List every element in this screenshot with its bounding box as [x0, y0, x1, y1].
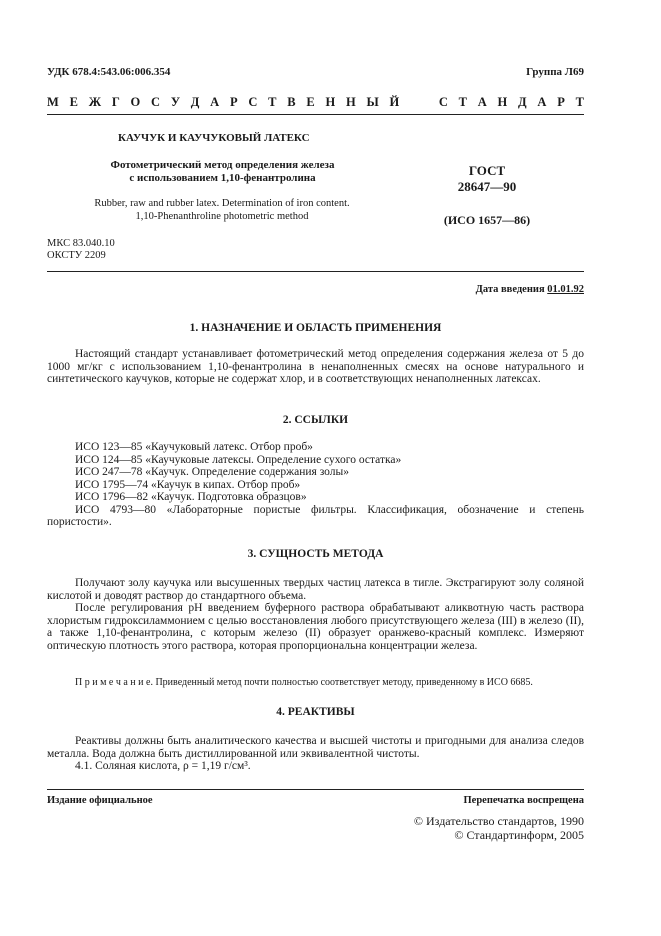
banner-letter: Н — [346, 95, 356, 109]
group-code: Группа Л69 — [526, 66, 584, 78]
section-3-paragraph-2: После регулирования pH введением буферного раствора обрабатывают аликвотную часть раствора хлористым гидроксиламмонием с целью восстановления любого присутствующего железа (III) в железо (II), а также 1,10-фенантролина, с которым железо (II) образует оранжево-красный комплекс. Измеряют оптическую плотность этого раствора, которая пропорциональна концентрации железа. — [47, 602, 584, 652]
banner-letter: Е — [306, 95, 315, 109]
iso-reference: (ИСО 1657—86) — [443, 213, 531, 227]
mks-code: МКС 83.040.10 — [47, 238, 115, 249]
section-3-note — [75, 677, 533, 688]
english-title-line-2: 1,10-Phenanthroline photometric method — [135, 211, 309, 222]
section-4-paragraph-2: 4.1. Соляная кислота, ρ = 1,19 г/см³. — [75, 760, 251, 772]
subtitle-line-1: Фотометрический метод определения железа — [110, 159, 335, 171]
reference-item: ИСО 124—85 «Каучуковые латексы. Определение сухого остатка» — [75, 453, 402, 466]
banner-letter: Г — [111, 95, 120, 109]
banner-letter: Н — [497, 95, 508, 109]
banner-letter: Т — [575, 95, 584, 109]
copyright-line-1: © Издательство стандартов, 1990 — [413, 814, 584, 828]
banner-letter: Д — [518, 95, 527, 109]
banner-letter: Т — [268, 95, 277, 109]
english-title-line-1: Rubber, raw and rubber latex. Determination of iron content. — [94, 198, 350, 209]
official-edition-label: Издание официальное — [47, 795, 153, 806]
banner-letter: У — [170, 95, 181, 109]
section-4-text — [47, 735, 584, 773]
banner-letter: Ж — [88, 95, 102, 109]
banner-letter: Ы — [366, 95, 379, 109]
reference-item: ИСО 4793—80 «Лабораторные пористые фильтры. Классификация, обозначение и степень пористости». — [47, 503, 584, 528]
note-label: П р и м е ч а н и е. — [75, 677, 153, 688]
banner-letter: О — [130, 95, 141, 109]
reference-item: ИСО 123—85 «Каучуковый латекс. Отбор проб» — [75, 441, 313, 453]
banner-letter: Т — [458, 95, 467, 109]
banner-letter: Н — [325, 95, 336, 109]
introduction-date — [476, 284, 584, 295]
note-text: Приведенный метод почти полностью соответствует методу, приведенному в ИСО 6685. — [155, 677, 533, 688]
introduction-date-value: 01.01.92 — [547, 284, 584, 295]
interstate-standard-banner — [47, 95, 584, 110]
banner-letter: С — [151, 95, 161, 109]
udk-code: УДК 678.4:543.06:006.354 — [47, 66, 171, 78]
banner-letter: А — [210, 95, 220, 109]
banner-word-gap — [410, 95, 428, 110]
banner-letter: С — [248, 95, 258, 109]
section-3-title: 3. СУЩНОСТЬ МЕТОДА — [247, 548, 384, 560]
banner-letter: В — [287, 95, 296, 109]
section-1-text — [47, 348, 584, 386]
document-title: КАУЧУК И КАУЧУКОВЫЙ ЛАТЕКС — [118, 132, 310, 144]
banner-letter: Д — [190, 95, 200, 109]
banner-letter: Р — [229, 95, 238, 109]
gost-number: 28647—90 — [457, 179, 517, 194]
banner-letter: Е — [69, 95, 78, 109]
copyright-line-2: © Стандартинформ, 2005 — [454, 828, 584, 842]
section-4-title: 4. РЕАКТИВЫ — [276, 706, 355, 718]
gost-label: ГОСТ — [468, 163, 506, 178]
section-1-title: 1. НАЗНАЧЕНИЕ И ОБЛАСТЬ ПРИМЕНЕНИЯ — [189, 322, 442, 334]
section-3-text — [47, 577, 584, 652]
section-1-paragraph: Настоящий стандарт устанавливает фотометрический метод определения содержания железа от 5 до 1000 мг/кг с использованием 1,10-фенантролина в ненаполненных смесях на основе натурального и синтетического каучуков, которые не содержат хлор, и в соответствующих ненаполненных латексах. — [47, 348, 584, 385]
banner-letter: А — [537, 95, 547, 109]
banner-letter: М — [47, 95, 59, 109]
okstu-code: ОКСТУ 2209 — [47, 250, 106, 261]
footer-divider — [47, 789, 584, 790]
banner-letter: С — [438, 95, 448, 109]
banner-letter: Р — [557, 95, 565, 109]
introduction-date-label: Дата введения — [475, 284, 545, 295]
section-2-title: 2. ССЫЛКИ — [282, 414, 349, 426]
subtitle-line-2: с использованием 1,10-фенантролина — [129, 172, 316, 184]
codes-divider — [47, 271, 584, 272]
reference-item: ИСО 247—78 «Каучук. Определение содержания золы» — [75, 466, 349, 478]
reference-item: ИСО 1795—74 «Каучук в кипах. Отбор проб» — [75, 478, 301, 491]
banner-letter: А — [477, 95, 487, 109]
section-3-paragraph-1: Получают золу каучука или высушенных твердых частиц латекса в тигле. Экстрагируют золу соляной кислотой и доводят раствор до стандартного объема. — [47, 577, 584, 602]
header-divider — [47, 114, 584, 115]
reference-list — [47, 441, 584, 529]
reprint-prohibited-label: Перепечатка воспрещена — [463, 795, 584, 806]
banner-letter: Й — [389, 95, 400, 109]
section-4-paragraph-1: Реактивы должны быть аналитического качества и высшей чистоты и пригодными для анализа следов металла. Вода должна быть дистиллированной или эквивалентной чистоты. — [47, 735, 584, 760]
reference-item: ИСО 1796—82 «Каучук. Подготовка образцов» — [75, 491, 307, 503]
